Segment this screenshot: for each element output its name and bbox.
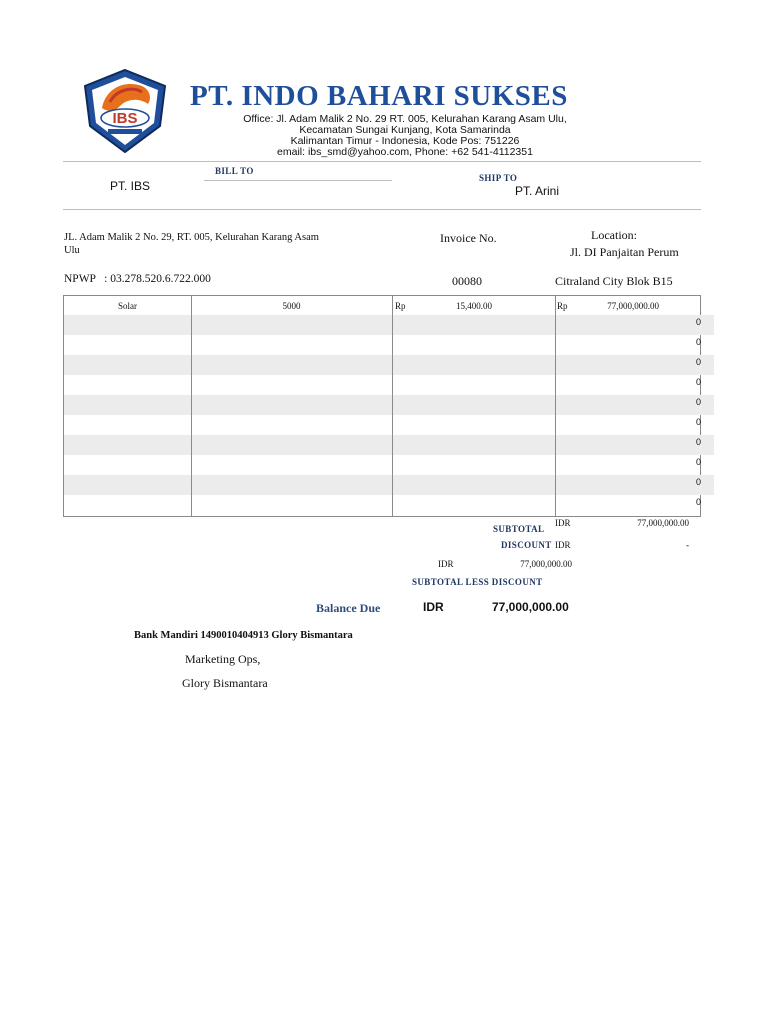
row-total: 0 [695, 417, 701, 427]
ship-to-name: PT. Arini [515, 184, 560, 198]
signer-role: Marketing Ops, [185, 652, 261, 666]
item-price: 15,400.00 [456, 301, 492, 311]
bill-to-address: Ulu [64, 245, 80, 256]
discount-currency: IDR [555, 540, 571, 550]
bill-to-underline [204, 180, 392, 181]
balance-value: 77,000,000.00 [492, 600, 569, 614]
logo-text: IBS [112, 110, 138, 127]
row-total: 0 [695, 337, 701, 347]
row-total: 0 [695, 437, 701, 447]
item-description: Solar [118, 301, 137, 311]
address-line: Kecamatan Sungai Kunjang, Kota Samarinda [299, 124, 511, 136]
row-total: 0 [695, 497, 701, 507]
discount-label: DISCOUNT [501, 540, 552, 550]
divider [63, 209, 701, 210]
address-line: email: ibs_smd@yahoo.com, Phone: +62 541-4112351 [277, 146, 533, 158]
items-table [63, 295, 701, 517]
company-logo [80, 68, 170, 154]
less-value: 77,000,000.00 [520, 559, 572, 569]
invoice-number: 00080 [452, 274, 482, 288]
balance-currency: IDR [423, 600, 444, 614]
item-quantity: 5000 [282, 301, 301, 311]
signer-name: Glory Bismantara [182, 676, 268, 690]
less-currency: IDR [438, 559, 454, 569]
address-line: Kalimantan Timur - Indonesia, Kode Pos: 751226 [290, 135, 520, 147]
row-total: 0 [695, 477, 701, 487]
discount-value: - [686, 540, 689, 550]
item-price-currency: Rp [395, 301, 406, 311]
location-line: Citraland City Blok B15 [555, 274, 673, 288]
bank-details: Bank Mandiri 1490010404913 Glory Bismantara [134, 630, 353, 641]
item-total: 77,000,000.00 [607, 301, 659, 311]
row-total: 0 [695, 457, 701, 467]
location-label: Location: [591, 228, 637, 242]
ship-to-label: SHIP TO [479, 173, 518, 183]
row-total: 0 [695, 397, 701, 407]
row-total: 0 [695, 377, 701, 387]
bill-to-label: BILL TO [215, 166, 254, 176]
divider [63, 161, 701, 162]
balance-due-label: Balance Due [316, 601, 381, 615]
company-name: PT. INDO BAHARI SUKSES [190, 80, 568, 112]
location-line: Jl. DI Panjaitan Perum [570, 245, 679, 259]
subtotal-less-discount-label: SUBTOTAL LESS DISCOUNT [412, 577, 543, 587]
bill-to-name: PT. IBS [110, 179, 151, 193]
subtotal-value: 77,000,000.00 [637, 518, 689, 528]
item-total-currency: Rp [557, 301, 568, 311]
row-total: 0 [695, 317, 701, 327]
subtotal-label: SUBTOTAL [493, 524, 545, 534]
row-total: 0 [695, 357, 701, 367]
address-line: Office: Jl. Adam Malik 2 No. 29 RT. 005, Kelurahan Karang Asam Ulu, [243, 113, 567, 125]
invoice-label: Invoice No. [440, 231, 497, 245]
bill-to-address: JL. Adam Malik 2 No. 29, RT. 005, Kelurahan Karang Asam [64, 232, 319, 243]
npwp: NPWP : 03.278.520.6.722.000 [64, 273, 211, 285]
subtotal-currency: IDR [555, 518, 571, 528]
